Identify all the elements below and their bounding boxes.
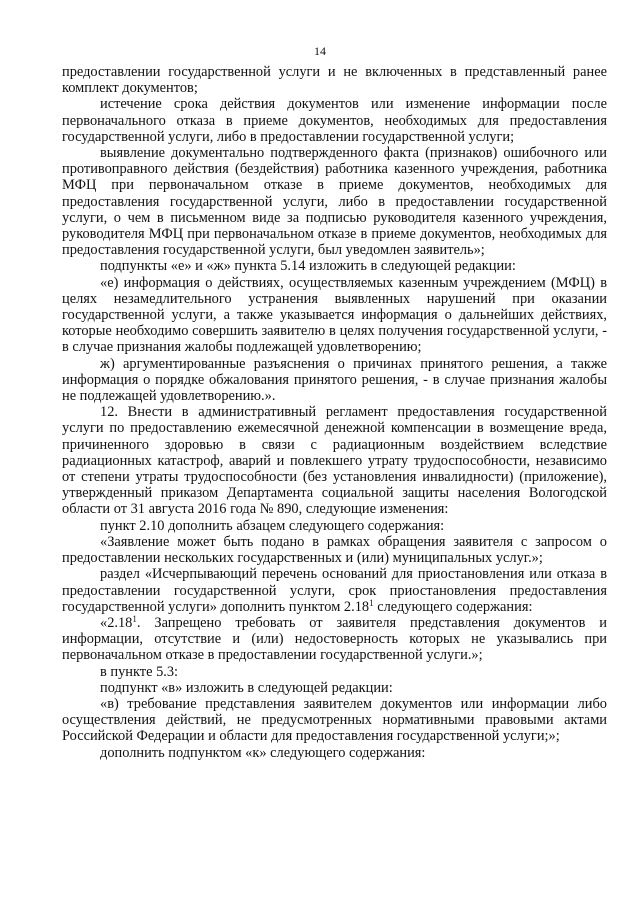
paragraph <box>62 566 607 615</box>
page-number: 14 <box>314 44 326 58</box>
paragraph: дополнить подпунктом «к» следующего содержания: <box>100 744 426 761</box>
paragraph: истечение срока действия документов или изменение информации после первоначального отказа в приеме документов, необходимых для предоставления государственной услуги, либо в предоставлении государственной услуги; <box>62 96 607 145</box>
superscript: 1 <box>132 613 137 624</box>
paragraph: подпункты «е» и «ж» пункта 5.14 изложить в следующей редакции: <box>100 258 516 275</box>
paragraph: в пункте 5.3: <box>100 663 179 680</box>
paragraph: предоставлении государственной услуги и не включенных в представленный ранее комплект документов; <box>62 64 607 97</box>
paragraph: 12. Внести в административный регламент предоставления государственной услуги по предоставлению ежемесячной денежной компенсации в возмещение вреда, причиненного здоровью в связи с радиационным воздействием вследствие радиационных катастроф, аварий и повлекшего утрату трудоспособности, независимо от степени утраты трудоспособности (без установления инвалидности) (приложение), утвержденный приказом Департамента социальной защиты населения Вологодской области от 31 августа 2016 года № 890, следующие изменения: <box>62 404 607 518</box>
document-body <box>62 64 607 761</box>
paragraph: «в) требование представления заявителем документов или информации либо осуществления действий, не предусмотренных нормативными правовыми актами Российской Федерации и области для предоставления государственной услуги;»; <box>62 695 607 745</box>
paragraph-text-after: следующего содержания: <box>373 598 533 615</box>
paragraph: пункт 2.10 дополнить абзацем следующего содержания: <box>100 517 445 534</box>
paragraph: ж) аргументированные разъяснения о причинах принятого решения, а также информация о порядке обжалования принятого решения, - в случае признания жалобы не подлежащей удовлетворению.». <box>62 355 607 405</box>
superscript: 1 <box>369 597 374 608</box>
paragraph: подпункт «в» изложить в следующей редакции: <box>100 679 393 696</box>
paragraph <box>62 615 607 664</box>
paragraph: «е) информация о действиях, осуществляемых казенным учреждением (МФЦ) в целях незамедлительного устранения выявленных нарушений при оказании государственной услуги, а также указывается информация о дальнейших действиях, которые необходимо совершить заявителю в целях получения государственной услуги, - в случае признания жалобы подлежащей удовлетворению; <box>62 274 607 356</box>
paragraph-text-after: . Запрещено требовать от заявителя представления документов и информации, отсутствие и (или) недостоверность которых не указывались при первоначальном отказе в предоставлении государственной услуги.»; <box>62 614 607 664</box>
paragraph: выявление документально подтвержденного факта (признаков) ошибочного или противоправного действия (бездействия) работника казенного учреждения, работника МФЦ при первоначальном отказе в приеме документов, необходимых для предоставления государственной услуги, либо в предоставлении государственной услуги, о чем в письменном виде за подписью руководителя казенного учреждения, руководителя МФЦ при первоначальном отказе в приеме документов, необходимых для предоставления государственной услуги, был уведомлен заявитель»; <box>62 145 607 259</box>
paragraph-text: раздел «Исчерпывающий перечень оснований для приостановления или отказа в предоставлении государственной услуги, срок приостановления предоставления государственной услуги» дополнить пунктом 2.18 <box>62 566 607 615</box>
paragraph-text: «2.18 <box>100 614 133 631</box>
paragraph: «Заявление может быть подано в рамках обращения заявителя с запросом о предоставлении нескольких государственных и (или) муниципальных услуг.»; <box>62 533 607 567</box>
